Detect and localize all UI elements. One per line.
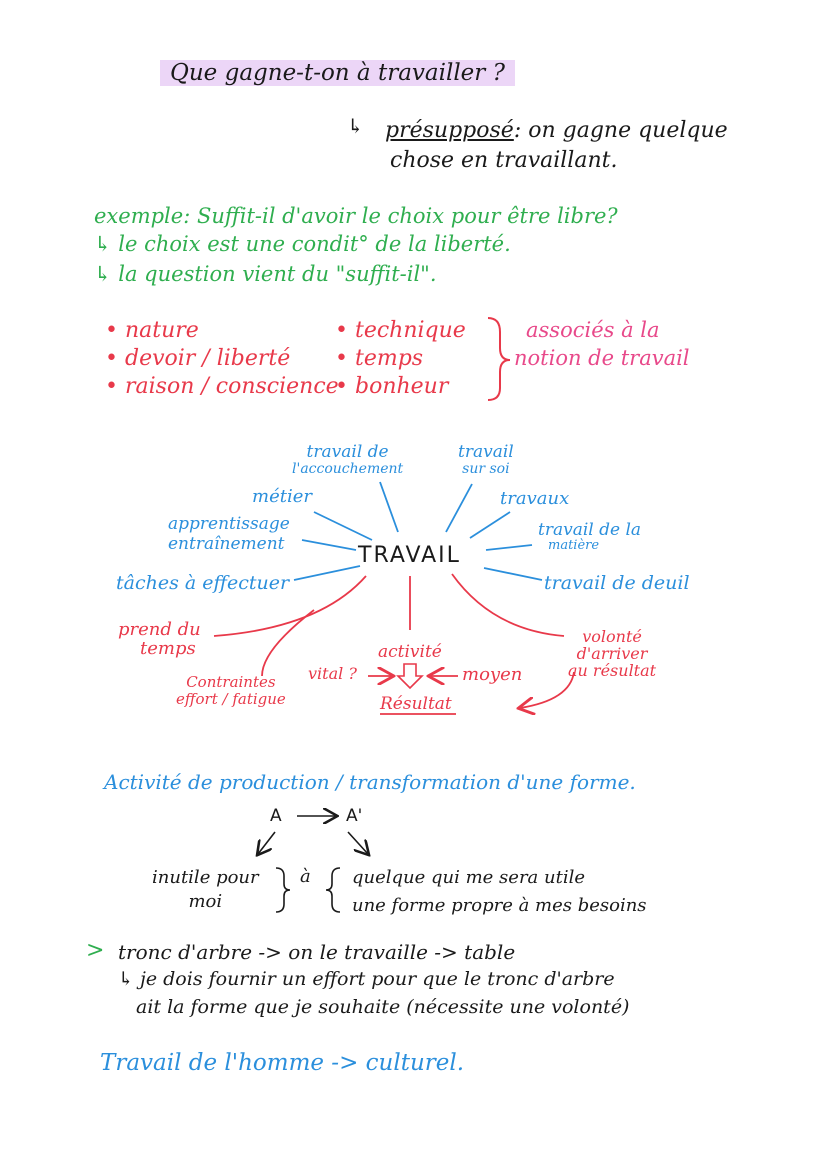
branch-apprentissage: apprentissage entraînement	[168, 514, 290, 554]
presupposition-label: présupposé	[385, 118, 514, 143]
tree-line1: tronc d'arbre -> on le travaille -> table	[118, 940, 516, 964]
branch-travail-matiere: travail de la matière	[538, 520, 642, 553]
definition: Activité de production / transformation d'une forme.	[104, 770, 636, 794]
presupposition-line2: chose en travaillant.	[390, 148, 618, 173]
notion-item: • bonheur	[335, 374, 449, 399]
notion-item: • technique	[335, 318, 466, 343]
notion-item: • devoir / liberté	[105, 346, 291, 371]
transform-to: à	[300, 866, 311, 887]
transform-a-prime: A'	[346, 806, 363, 826]
branch-resultat: Résultat	[380, 694, 452, 714]
notion-item: • raison / conscience	[105, 374, 339, 399]
transform-right: quelque qui me sera utile une forme propre à mes besoins	[352, 867, 647, 916]
notion-item: • nature	[105, 318, 199, 343]
branch-taches: tâches à effectuer	[116, 572, 290, 594]
page-title: Que gagne-t-on à travailler ?	[160, 60, 515, 86]
branch-vital: vital ?	[308, 664, 357, 683]
branch-metier: métier	[252, 486, 312, 507]
example-question: exemple: Suffit-il d'avoir le choix pour être libre?	[94, 204, 618, 228]
branch-activite: activité	[378, 642, 442, 662]
tree-marker: >	[86, 938, 105, 963]
branch-accouchement: travail de l'accouchement	[292, 442, 404, 477]
conclusion: Travail de l'homme -> culturel.	[100, 1050, 465, 1076]
notion-item: • temps	[335, 346, 424, 371]
tree-line3: ait la forme que je souhaite (nécessite une volonté)	[136, 996, 630, 1018]
branch-prend-du-temps: prend du temps	[118, 619, 201, 659]
transform-a: A	[270, 806, 282, 826]
mindmap-center: TRAVAIL	[358, 543, 461, 568]
notions-note-line1: associés à la	[526, 318, 660, 342]
notions-brace	[488, 318, 510, 400]
presupposition-text: : on gagne quelque	[513, 118, 728, 143]
notions-note-line2: notion de travail	[514, 346, 690, 370]
transform-left: inutile pour moi	[152, 867, 259, 912]
example-point-2: ↳ la question vient du "suffit-il".	[94, 262, 437, 286]
tree-line2: ↳ je dois fournir un effort pour que le tronc d'arbre	[118, 968, 615, 990]
presupposition-arrow: ↳	[347, 114, 364, 138]
branch-contraintes: Contraintes effort / fatigue	[176, 673, 286, 708]
example-point-1: ↳ le choix est une condit° de la liberté.	[94, 232, 511, 256]
branch-travail-sur-soi: travail sur soi	[458, 442, 514, 477]
branch-moyen: moyen	[462, 664, 523, 685]
branch-travaux: travaux	[500, 488, 570, 509]
branch-deuil: travail de deuil	[544, 572, 690, 594]
branch-volonte: volonté d'arriver au résultat	[568, 627, 657, 680]
